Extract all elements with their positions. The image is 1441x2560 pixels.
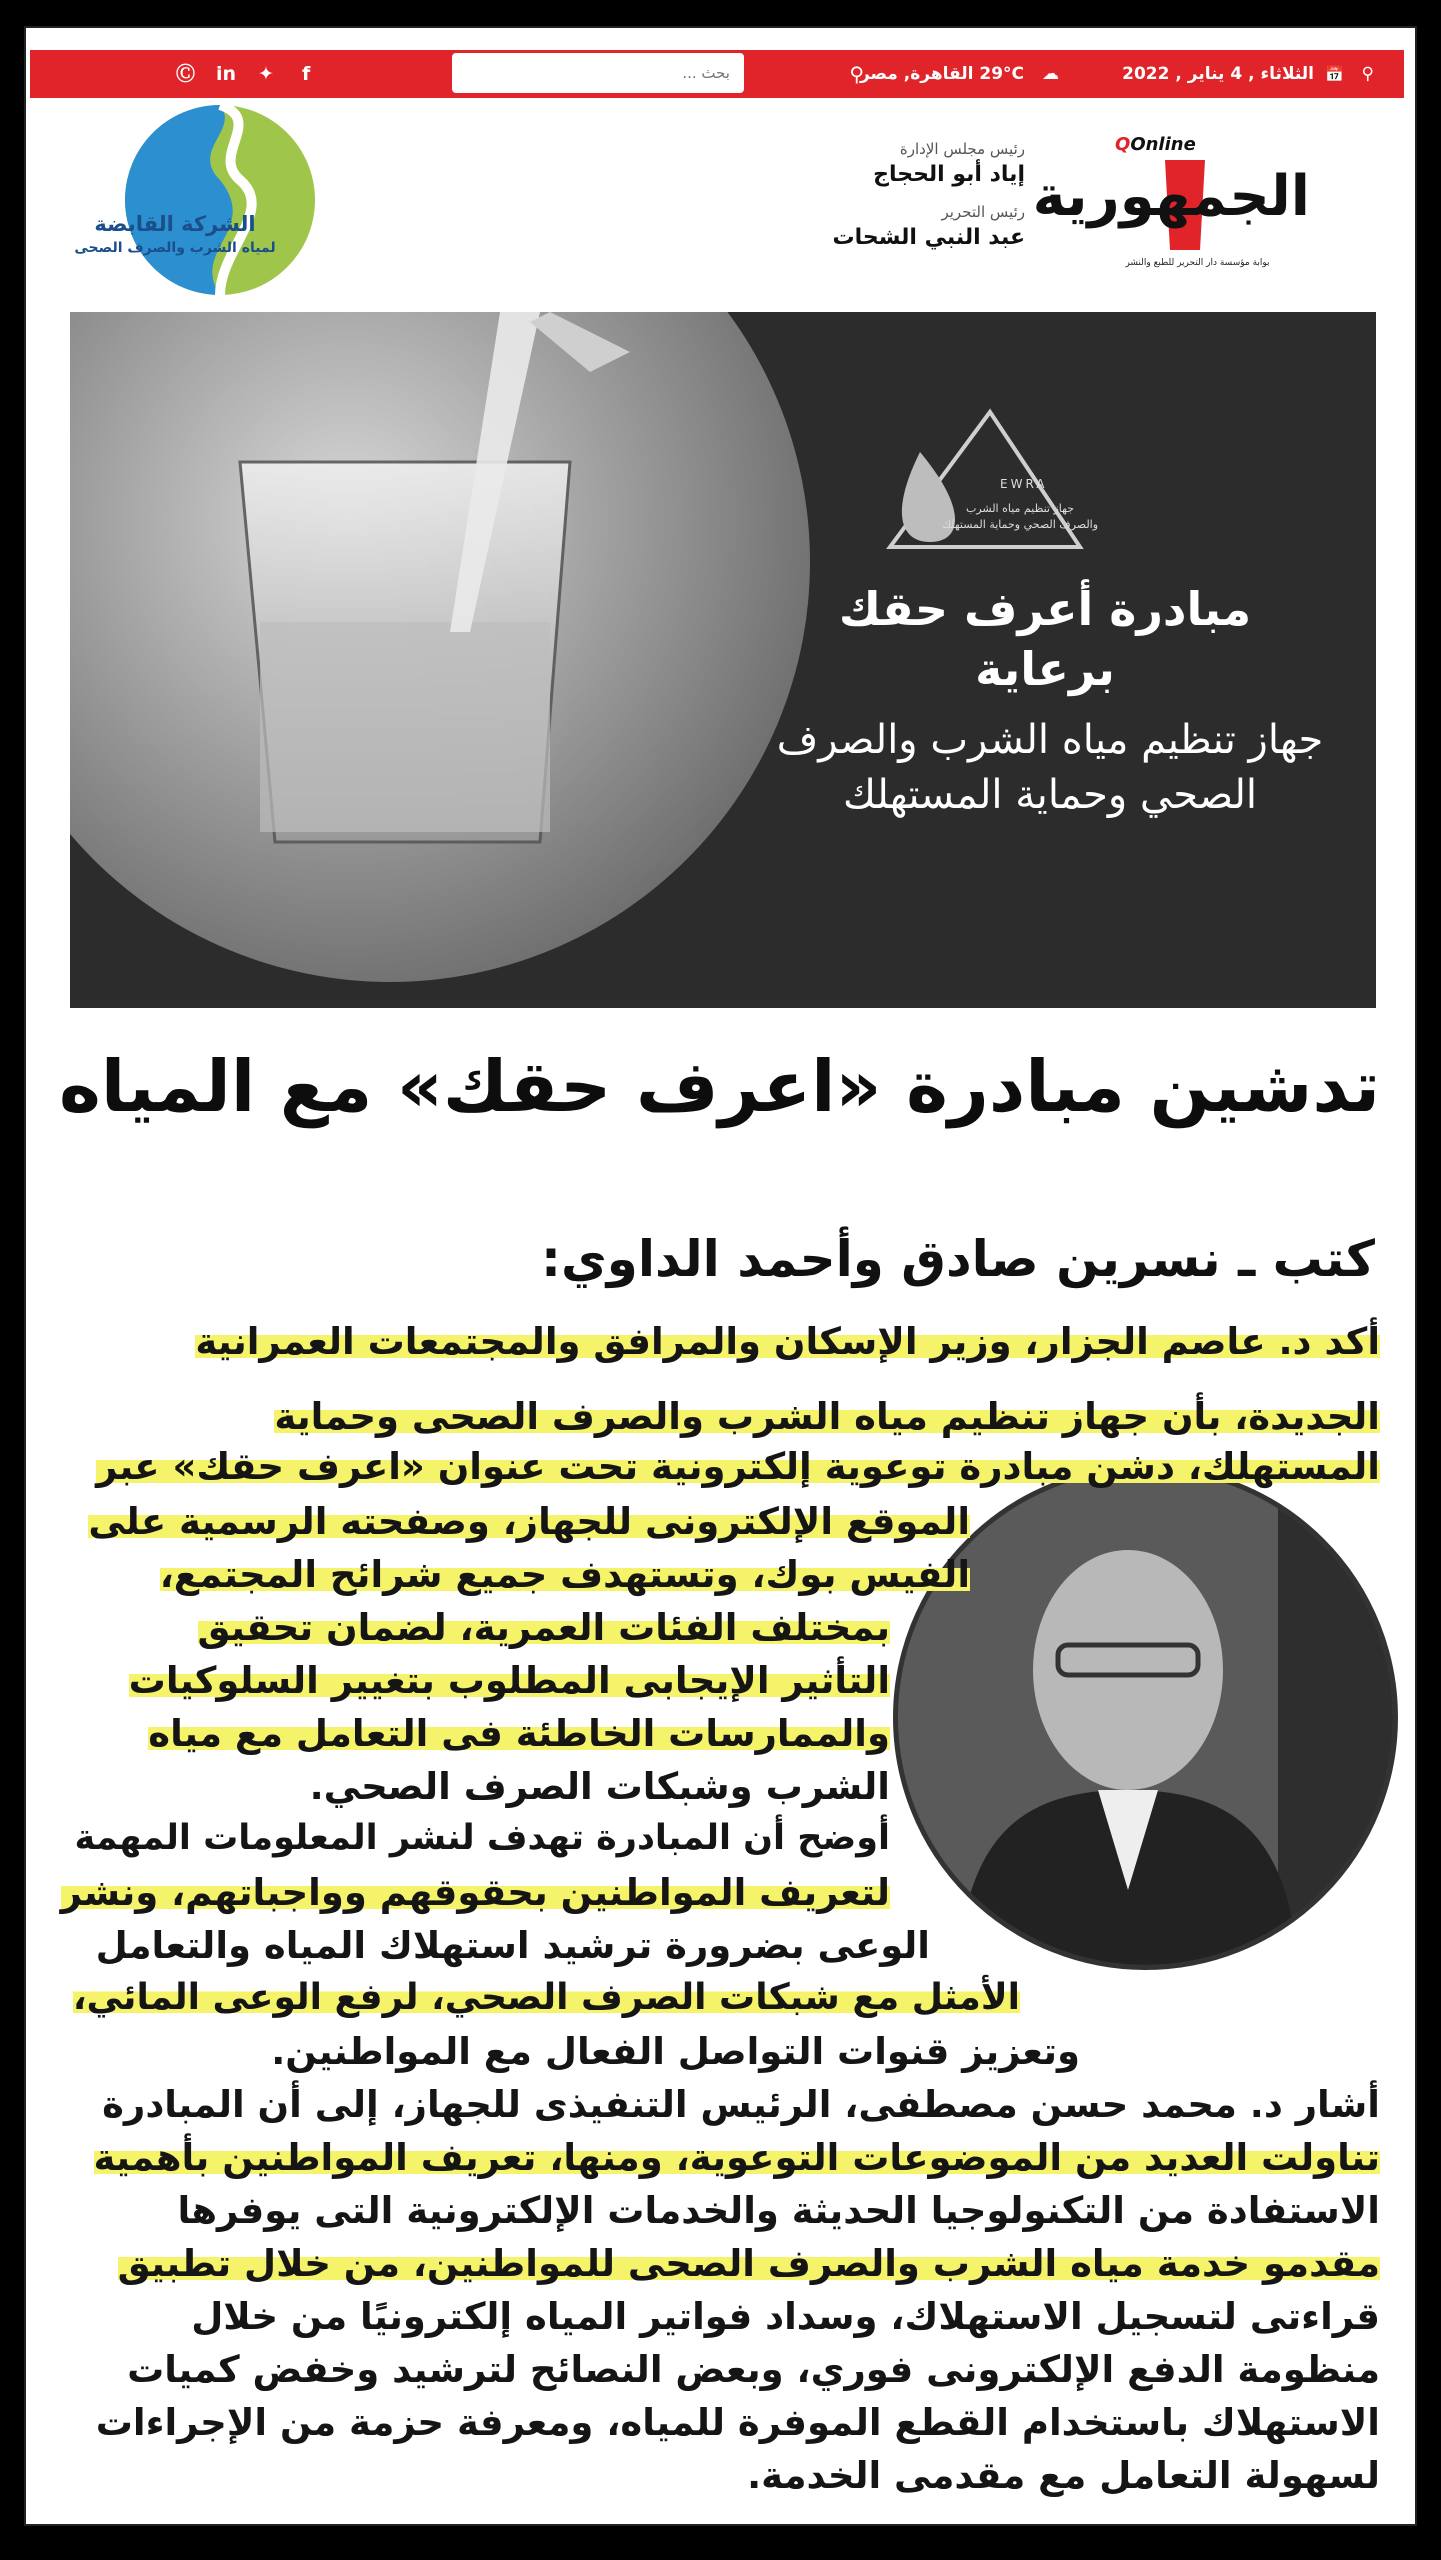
masthead-tagline: بوابة مؤسسة دار التحرير للطبع والنشر (1125, 258, 1270, 268)
article-byline: كتب ـ نسرين صادق وأحمد الداوي: (540, 1230, 1375, 1288)
hero-title: مبادرة أعرف حقك (838, 582, 1252, 636)
editor-title: رئيس التحرير (941, 203, 1025, 221)
article-line-15: أشار د. محمد حسن مصطفى، الرئيس التنفيذى للجهاز، إلى أن المبادرة (102, 2083, 1380, 2126)
water-drop-logo-icon (70, 100, 360, 310)
article-headline: تدشين مبادرة «اعرف حقك» مع المياه (59, 1045, 1380, 1128)
hero-sponsor-line-1: جهاز تنظيم مياه الشرب والصرف (776, 717, 1324, 763)
calendar-icon: 📅 (1325, 65, 1344, 83)
holding-company-logo (70, 100, 360, 310)
logo-subtitle: لمياه الشرب والصرف الصحى (74, 240, 276, 256)
board-name: إياد أبو الحجاج (873, 162, 1025, 187)
search-box[interactable] (452, 53, 744, 93)
article-line-18: مقدمو خدمة مياه الشرب والصرف الصحى للمواطنين، من خلال تطبيق (117, 2242, 1380, 2285)
article-line-6: بمختلف الفئات العمرية، لضمان تحقيق (197, 1606, 890, 1649)
article-line-13: الأمثل مع شبكات الصرف الصحي، لرفع الوعى المائي، (72, 1977, 1020, 2018)
person-photo-icon (898, 1470, 1393, 1965)
article-line-2: الجديدة، بأن جهاز تنظيم مياه الشرب والصرف الصحى وحماية (274, 1395, 1380, 1438)
board-title: رئيس مجلس الإدارة (899, 140, 1025, 158)
article-line-8: والممارسات الخاطئة فى التعامل مع مياه (148, 1712, 890, 1755)
article-line-4: الموقع الإلكترونى للجهاز، وصفحته الرسمية على (88, 1500, 970, 1543)
search-icon[interactable]: ⚲ (849, 62, 864, 86)
ewra-subtitle-1: جهاز تنظيم مياه الشرب (965, 502, 1075, 515)
facebook-icon[interactable]: f (302, 63, 311, 85)
article-line-14: وتعزيز قنوات التواصل الفعال مع المواطنين. (271, 2030, 1080, 2073)
article-line-1: أكد د. عاصم الجزار، وزير الإسكان والمرافق والمجتمعات العمرانية (195, 1320, 1380, 1363)
aljomhuria-masthead[interactable] (1032, 130, 1310, 280)
article-line-21: الاستهلاك باستخدام القطع الموفرة للمياه، ومعرفة حزمة من الإجراءات (95, 2401, 1380, 2444)
article-line-22: لسهولة التعامل مع مقدمى الخدمة. (747, 2454, 1380, 2497)
location-icon: ⚲ (1361, 64, 1374, 84)
article-line-3: المستهلك، دشن مبادرة توعوية إلكترونية تحت عنوان «اعرف حقك» عبر (96, 1445, 1380, 1488)
ewra-brand: EWRA (1000, 477, 1048, 491)
article-photo (70, 312, 1376, 1008)
logo-title: الشركة القابضة (94, 212, 256, 236)
online-label: QOnline (1115, 134, 1196, 155)
masthead-title: الجمهورية (1032, 164, 1310, 229)
editors-block (832, 140, 1025, 250)
ewra-subtitle-2: والصرف الصحي وحماية المستهلك (941, 518, 1099, 531)
article-line-7: التأثير الإيجابى المطلوب بتغيير السلوكيات (128, 1659, 890, 1702)
cloud-icon: ☁ (1042, 64, 1059, 84)
article-line-12: الوعى بضرورة ترشيد استهلاك المياه والتعامل (95, 1924, 930, 1967)
article-line-19: قراءتى لتسجيل الاستهلاك، وسداد فواتير المياه إلكترونيًا من خلال (191, 2295, 1380, 2338)
editor-name: عبد النبي الشحات (832, 225, 1025, 250)
article-line-5: الفيس بوك، وتستهدف جميع شرائح المجتمع، (159, 1553, 970, 1596)
article-line-11: لتعريف المواطنين بحقوقهم وواجباتهم، ونشر (60, 1871, 890, 1914)
hero-sponsor-line-2: الصحي وحماية المستهلك (842, 772, 1258, 818)
article-line-17: الاستفادة من التكنولوجيا الحديثة والخدمات الإلكترونية التى يوفرها (177, 2189, 1380, 2232)
article-line-16: تناولت العديد من الموضوعات التوعوية، ومنها، تعريف المواطنين بأهمية (93, 2136, 1380, 2179)
article-line-9: الشرب وشبكات الصرف الصحي. (309, 1765, 890, 1808)
hero-sponsor-label: برعاية (975, 642, 1115, 696)
twitter-icon[interactable]: ✦ (258, 63, 274, 85)
article-line-20: منظومة الدفع الإلكترونى فوري، وبعض النصائح لترشيد وخفض كميات (127, 2348, 1380, 2391)
date-label: الثلاثاء , 4 يناير , 2022 (1122, 64, 1314, 84)
pinterest-icon[interactable]: Ⓒ (176, 63, 196, 85)
search-input[interactable] (452, 53, 744, 93)
weather-label: 29°C القاهرة, مصر (859, 64, 1024, 84)
linkedin-icon[interactable]: in (216, 63, 237, 85)
article-line-10: أوضح أن المبادرة تهدف لنشر المعلومات المهمة (74, 1818, 890, 1858)
